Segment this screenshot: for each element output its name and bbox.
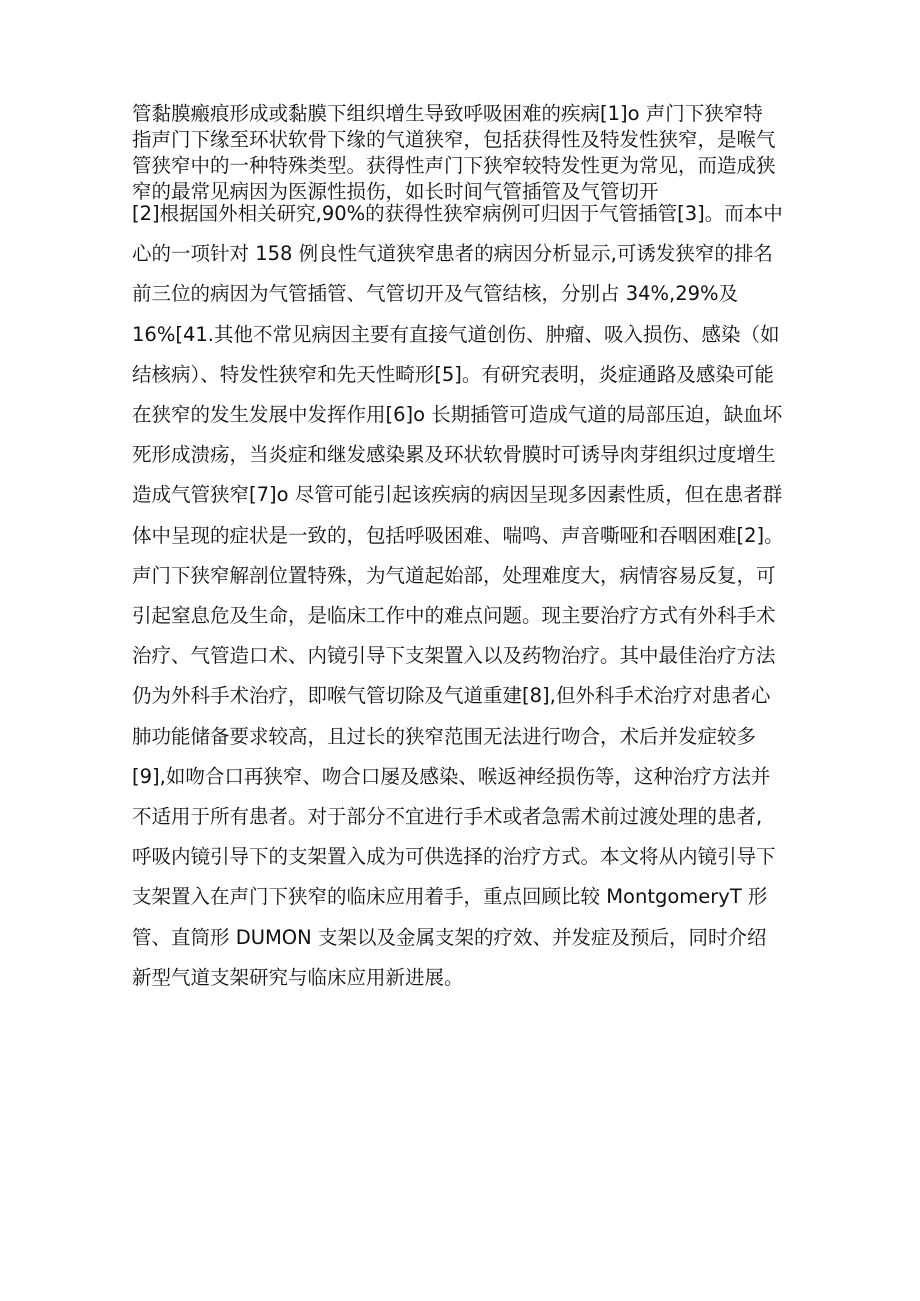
text-line: 管狭窄中的一种特殊类型。获得性声门下狭窄较特发性更为常见，而造成狭 — [132, 154, 776, 177]
text-line: 治疗、气管造口术、内镜引导下支架置入以及药物治疗。其中最佳治疗方法 — [132, 644, 776, 668]
text-line: 肺功能储备要求较高，且过长的狭窄范围无法进行吻合，术后并发症较多 — [132, 724, 757, 748]
body-paragraph — [132, 194, 796, 998]
text-line: 造成气管狭窄[7]o 尽管可能引起该疾病的病因呈现多因素性质，但在患者群 — [132, 483, 783, 507]
text-line: 新型气道支架研究与临床应用新进展。 — [132, 965, 464, 989]
text-line: 前三位的病因为气管插管、气管切开及气管结核，分别占 34%,29%及 — [132, 282, 739, 306]
text-line: 在狭窄的发生发展中发挥作用[6]o 长期插管可造成气道的局部压迫，缺血坏 — [132, 403, 783, 427]
intro-paragraph — [132, 101, 796, 205]
text-line: 窄的最常见病因为医源性损伤，如长时间气管插管及气管切开 — [132, 180, 659, 203]
text-line: 引起窒息危及生命，是临床工作中的难点问题。现主要治疗方式有外科手术 — [132, 604, 776, 628]
text-line: 结核病）、特发性狭窄和先天性畸形[5]。有研究表明，炎症通路及感染可能 — [132, 362, 774, 386]
text-line: [9],如吻合口再狭窄、吻合口屡及感染、喉返神经损伤等，这种治疗方法并 — [132, 764, 771, 788]
text-line: 16%[41.其他不常见病因主要有直接气道创伤、肿瘤、吸入损伤、感染（如 — [132, 322, 780, 346]
text-line: 心的一项针对 158 例良性气道狭窄患者的病因分析显示,可诱发狭窄的排名 — [132, 242, 773, 266]
text-line: 死形成溃疡，当炎症和继发感染累及环状软骨膜时可诱导肉芽组织过度增生 — [132, 443, 776, 467]
text-line: 声门下狭窄解剖位置特殊，为气道起始部，处理难度大，病情容易反复，可 — [132, 563, 776, 587]
text-line: [2]根据国外相关研究,90%的获得性狭窄病例可归因于气管插管[3]。而本中 — [132, 202, 783, 225]
text-line: 呼吸内镜引导下的支架置入成为可供选择的治疗方式。本文将从内镜引导下 — [132, 845, 776, 869]
text-line: 管黏膜瘢痕形成或黏膜下组织增生导致呼吸困难的疾病[1]o 声门下狭窄特 — [132, 102, 763, 125]
text-line: 指声门下缘至环状软骨下缘的气道狭窄，包括获得性及特发性狭窄，是喉气 — [132, 128, 776, 151]
text-line: 管、直筒形 DUMON 支架以及金属支架的疗效、并发症及预后，同时介绍 — [132, 925, 767, 949]
text-line: 体中呈现的症状是一致的，包括呼吸困难、喘鸣、声音嘶哑和吞咽困难[2]。 — [132, 523, 784, 547]
text-line: 不适用于所有患者。对于部分不宜进行手术或者急需术前过渡处理的患者, — [132, 805, 763, 829]
text-line: 支架置入在声门下狭窄的临床应用着手，重点回顾比较 MontgomeryT 形 — [132, 885, 768, 909]
text-line: 仍为外科手术治疗，即喉气管切除及气道重建[8],但外科手术治疗对患者心 — [132, 684, 771, 708]
